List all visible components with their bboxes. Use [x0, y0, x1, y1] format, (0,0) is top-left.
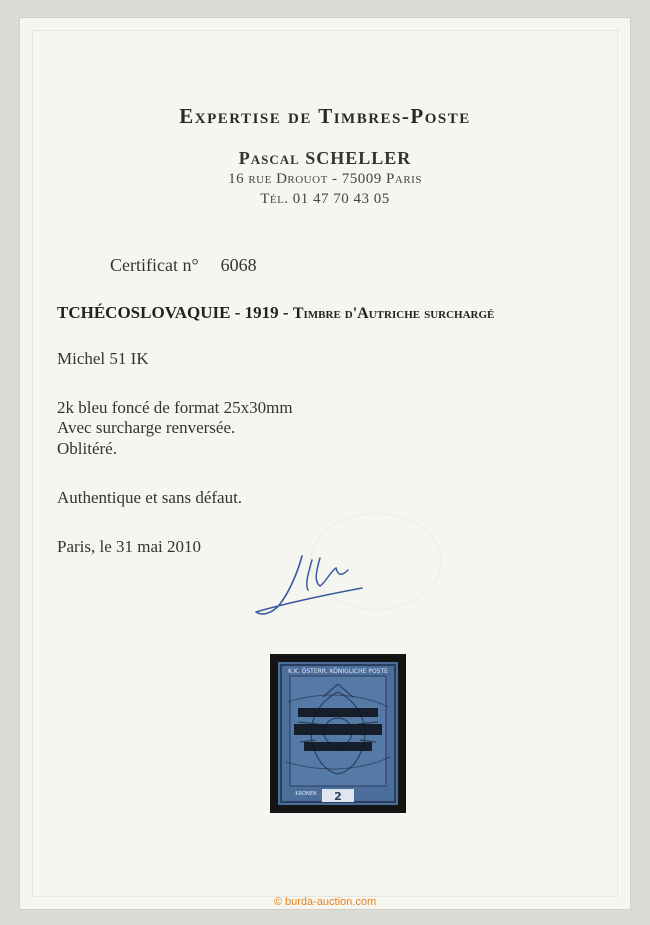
certificate-sheet	[20, 18, 630, 909]
place-date: Paris, le 31 mai 2010	[57, 537, 202, 556]
description-line-2: Avec surcharge renversée.	[57, 418, 236, 437]
stamp-heading	[57, 303, 494, 323]
expert-name: Pascal SCHELLER	[238, 148, 412, 168]
heading-country-year: TCHÉCOSLOVAQUIE - 1919 -	[57, 303, 293, 322]
stamp-bottom-text: KRONEN	[295, 791, 317, 797]
heading-subject: Timbre d'Autriche surchargé	[292, 305, 495, 322]
stamp-value: 2	[334, 790, 342, 803]
certificate-number: 6068	[220, 255, 257, 275]
stamp-image	[278, 662, 398, 805]
watermark-text: © burda-auction.com	[273, 896, 377, 908]
catalog-reference: Michel 51 IK	[57, 349, 149, 368]
certificate-number-row	[110, 255, 257, 276]
stamp-mount	[270, 654, 406, 813]
certificate-label: Certificat n°	[110, 255, 199, 275]
certificate-title: Expertise de Timbres-Poste	[179, 104, 471, 128]
description-line-1: 2k bleu foncé de format 25x30mm	[57, 398, 293, 417]
stamp-top-text: K.K. ÖSTERR. KÖNIGLICHE POSTE	[288, 668, 388, 675]
expert-phone: Tél. 01 47 70 43 05	[260, 191, 390, 207]
description-line-3: Oblitéré.	[57, 439, 117, 458]
signature	[250, 546, 380, 626]
verdict: Authentique et sans défaut.	[57, 488, 243, 507]
expert-address: 16 rue Drouot - 75009 Paris	[228, 171, 422, 187]
